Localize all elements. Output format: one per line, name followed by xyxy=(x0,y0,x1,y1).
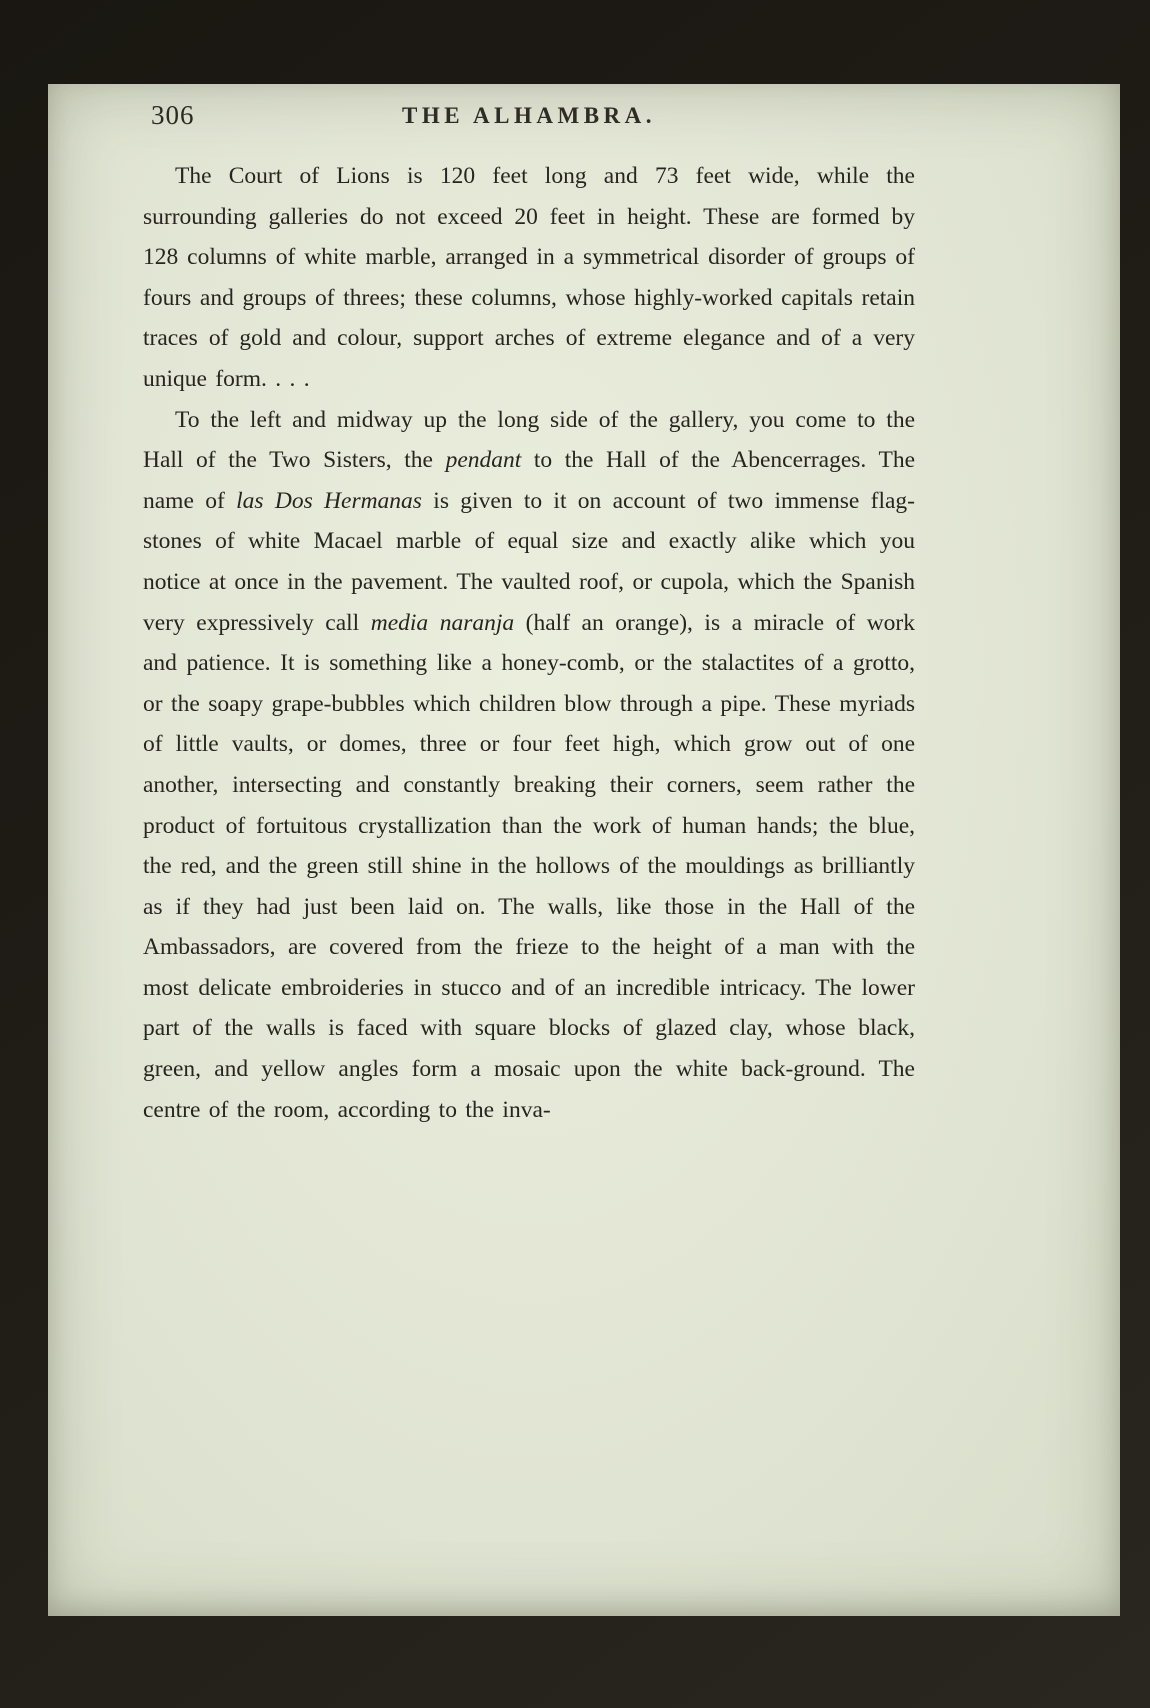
text-segment: The Court of Lions is 120 feet long and 73 feet wide, while the surrounding galleries do not exceed 20 feet in height. These are formed by 128 columns of white marble, arranged in a symmetrical disorder of groups of fours and groups of threes; these columns, whose highly-worked capitals retain traces of gold and colour, support arches of extreme elegance and of a very unique form. . . . xyxy=(143,163,915,392)
text-segment-italic: media naranja xyxy=(370,609,515,636)
text-column xyxy=(143,94,915,1130)
text-segment: To the left and midway up the long side of the gallery, you come to the Hall of the Two Sisters, the xyxy=(143,406,915,474)
text-segment: to the Hall of the Abencerrages. The name of xyxy=(143,447,916,514)
page-number: 306 xyxy=(151,100,195,130)
text-segment-italic: las Dos Hermanas xyxy=(236,487,422,514)
text-segment-italic: pendant xyxy=(445,447,522,474)
text-segment: (half an orange), is a miracle of work and patience. It is something like a honey-comb, or the stalactites of a grotto, or the soapy grape-bubbles which children blow through a pipe. These myriads of little vaults, or domes, three or four feet high, which grow out of one another, intersecting and constantly breaking their corners, seem rather the product of fortuitous crystallization than the work of human hands; the blue, the red, and the green still shine in the hollows of the mouldings as brilliantly as if they had just been laid on. The walls, like those in the Hall of the Ambassadors, are covered from the frieze to the height of a man with the most delicate embroideries in stucco and of an incredible intricacy. The lower part of the walls is faced with square blocks of glazed clay, whose black, green, and yellow angles form a mosaic upon the white back-ground. The centre of the room, according to the inva- xyxy=(143,609,915,1123)
body-text xyxy=(143,156,915,1130)
paragraph-2 xyxy=(143,400,915,1131)
page-header xyxy=(143,94,915,156)
paragraph-1 xyxy=(143,156,915,400)
book-page xyxy=(48,84,1120,1616)
text-segment: is given to it on account of two immense flag-stones of white Macael marble of equal size and exactly alike which you notice at once in the pavement. The vaulted roof, or cupola, which the Spanish very expressively call xyxy=(143,487,915,636)
running-title: THE ALHAMBRA. xyxy=(401,103,657,128)
